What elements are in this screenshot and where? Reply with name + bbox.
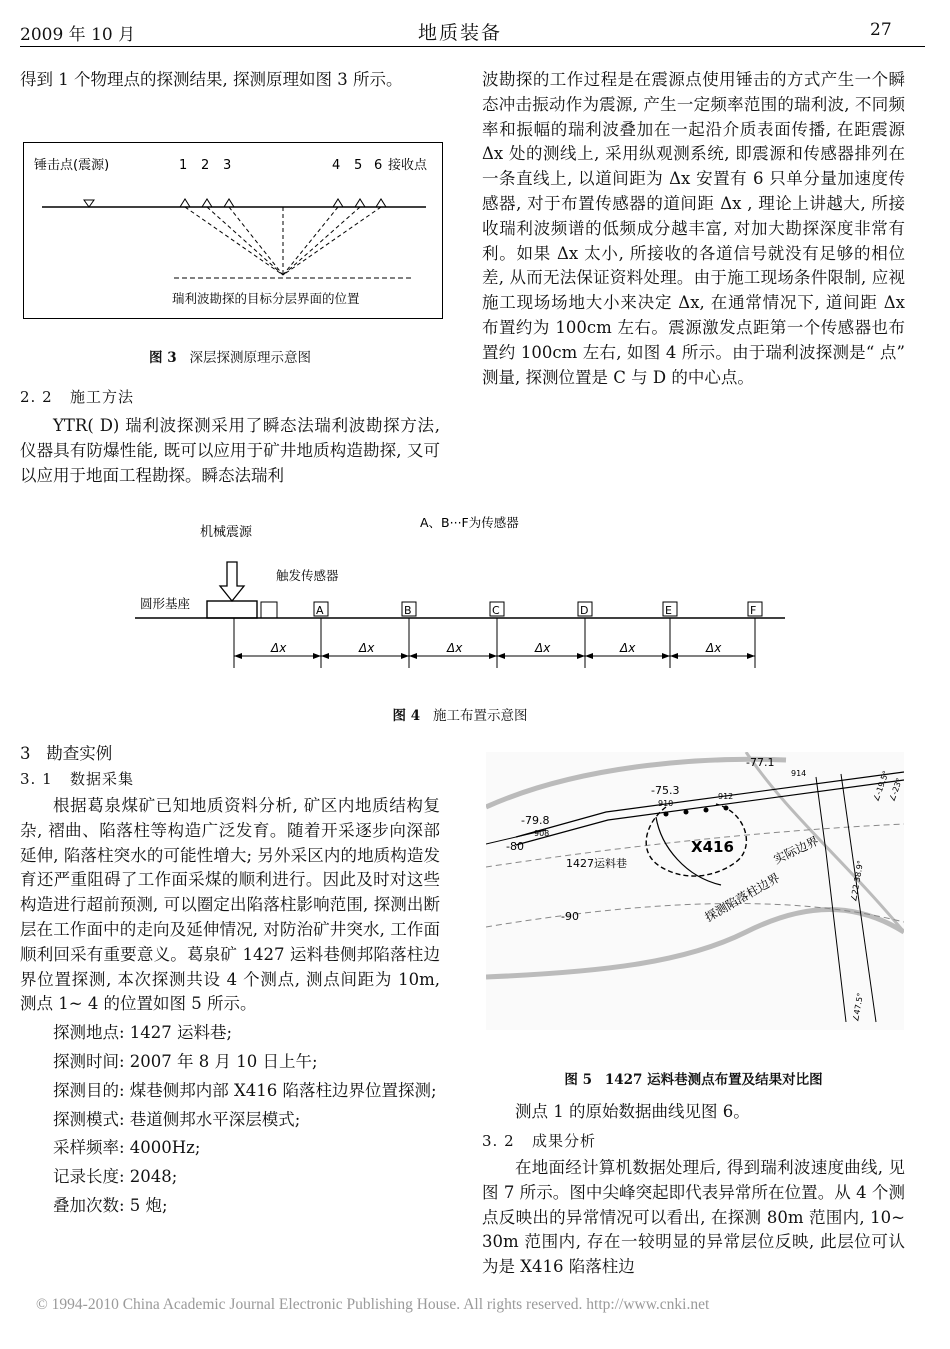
header-date: 2009 年 10 月 (20, 25, 136, 45)
fig4-force-arrow (220, 562, 244, 601)
paragraph-text: 测点 1 的原始数据曲线见图 6。 (515, 1102, 750, 1121)
fig3-num-6: 6 (374, 158, 383, 173)
fig5-side-line-1 (816, 777, 846, 1022)
section-2-2-paragraph (20, 414, 440, 488)
fig4-dimension-ticks (234, 618, 755, 668)
figure-5 (486, 752, 904, 1030)
section-3-2-heading (482, 1130, 596, 1151)
fig4-sensor-d: D (580, 604, 589, 617)
section-title: 勘查实例 (46, 744, 113, 763)
fig4-sensor-f: F (750, 604, 757, 617)
section-2-2-heading (20, 386, 134, 407)
paragraph-text: 得到 1 个物理点的探测结果, 探测原理如图 3 所示。 (20, 70, 403, 89)
fig5-detected-label: 探测陷落柱边界 (702, 870, 783, 925)
fig5-tunnel-line-2 (516, 780, 904, 845)
section-title: 成果分析 (531, 1132, 596, 1150)
fig4-base (207, 601, 257, 618)
fig4-dx-4: Δx (535, 641, 551, 655)
fig5-contour-label-5: -90 (561, 910, 579, 923)
fig4-sensor-c: C (492, 604, 500, 617)
fig5-point-label-4: 914 (791, 769, 807, 778)
fig4-dx-1: Δx (271, 641, 287, 655)
fig5-point-label-1: 910 (658, 799, 674, 808)
fig4-dx-3: Δx (447, 641, 463, 655)
fig5-contour-90 (486, 903, 904, 927)
fig4-dx-6: Δx (706, 641, 722, 655)
fig5-pillar-label: X416 (691, 838, 734, 856)
fig3-num-5: 5 (354, 158, 363, 173)
paragraph-text: 在地面经计算机数据处理后, 得到瑞利波速度曲线, 见图 7 所示。图中尖峰突起即代表异常所在位置。从 4 个测点反映出的异常情况可以看出, 在探测 80m 范围内, 10~ 30m 范围内, 存在一较明显的异常层位反映, 此层位可认为是 X416 陷落柱边 (482, 1158, 905, 1277)
figure-3-diagram (24, 143, 442, 318)
fig4-source-label: 机械震源 (200, 525, 253, 540)
fig5-point-label-2: 912 (718, 792, 734, 801)
list-item: 采样频率: 4000Hz; (53, 1138, 201, 1158)
fig3-num-3: 3 (223, 158, 232, 173)
fig5-point-label-3: 908 (534, 829, 550, 838)
fig3-num-1: 1 (179, 158, 188, 173)
fig3-source-marker (84, 200, 94, 207)
paragraph-text: YTR( D) 瑞利波探测采用了瞬态法瑞利波勘探方法, 仪器具有防爆性能, 既可以应用于矿井地质构造勘探, 又可以应用于地面工程勘探。瞬态法瑞利 (20, 416, 440, 485)
fig3-target-label: 瑞利波勘探的目标分层界面的位置 (172, 291, 360, 306)
fig4-trigger-label: 触发传感器 (276, 568, 339, 583)
fig3-num-4: 4 (332, 158, 341, 173)
fig3-num-2: 2 (201, 158, 210, 173)
section-3-1-heading (20, 768, 134, 789)
section-number: 3. 2 (482, 1132, 515, 1150)
list-item: 叠加次数: 5 炮; (53, 1195, 168, 1215)
caption-text: 1427 运料巷测点布置及结果对比图 (604, 1072, 823, 1088)
caption-number: 图 5 (564, 1072, 592, 1088)
caption-text: 深层探测原理示意图 (189, 350, 311, 366)
section-title: 数据采集 (69, 770, 134, 788)
fig4-dx-5: Δx (620, 641, 636, 655)
fig3-ray-paths (185, 207, 381, 275)
figure-5-caption (482, 1068, 905, 1088)
section-number: 3. 1 (20, 770, 53, 788)
fig4-dx-2: Δx (359, 641, 375, 655)
figure-4-diagram (130, 510, 790, 700)
section-3-heading (20, 740, 112, 764)
paragraph-text: 根据葛泉煤矿已知地质资料分析, 矿区内地质结构复杂, 褶曲、陷落柱等构造广泛发育。随着开采逐步向深部延伸, 陷落柱突水的可能性增大; 另外采区内的地质构造发育还严重阻碍了工作面采煤的顺利进行。因此及时对这些构造进行超前预测, 可以圈定出陷落柱影响范围, 探测出断层在工作面中的走向及延伸情况, 对防治矿井突水, 工作面顺利回采有重要意义。葛泉矿 1427 运料巷侧邦陷落柱边界位置探测, 本次探测共设 4 个测点, 测点间距为 10m, 测点 1~ 4 的位置如图 5 所示。 (20, 796, 440, 1014)
fig4-sensor-a: A (316, 604, 324, 617)
fig5-contour-label-1: -77.1 (746, 756, 775, 769)
caption-text: 施工布置示意图 (432, 708, 528, 724)
paragraph-text: 波勘探的工作过程是在震源点使用锤击的方式产生一个瞬态冲击振动作为震源, 产生一定频率范围的瑞利波, 不同频率和振幅的瑞利波叠加在一起沿介质表面传播, 在距震源 Δx 处的测线上, 采用纵观测系统, 即震源和传感器排列在一条直线上, 以道间距为 Δx 安置有 6 只单分量加速度传感器, 对于布置传感器的道间距 Δx , 理论上讲越大, 所接收瑞利波频谱的低频成分越丰富, 对加大勘探深度非常有利。如果 Δx 太小, 所接收的各道信号就没有足够的相位差, 从而无法保证资料处理。由于施工现场条件限制, 应视施工现场场地大小来决定 Δx, 在通常情况下, 道间距 Δx 布置约为 100cm 左右。震源激发点距第一个传感器也布置约 100cm 左右, 如图 4 所示。由于瑞利波探测是“ 点” 测量, 探测位置是 C 与 D 的中心点。 (482, 70, 905, 387)
caption-number: 图 4 (392, 708, 421, 724)
header-rule (20, 46, 925, 47)
list-item: 探测地点: 1427 运料巷; (53, 1023, 233, 1043)
section-number: 3 (20, 744, 31, 763)
figure-3-caption (20, 346, 440, 366)
fig3-sensor-markers (180, 199, 386, 207)
section-title: 施工方法 (69, 388, 134, 406)
fig4-trigger-sensor (261, 602, 277, 618)
fig4-base-label: 圆形基座 (140, 596, 191, 611)
fig5-gray-road-top (486, 759, 786, 807)
fig4-sensor-b: B (404, 604, 412, 617)
section-number: 2. 2 (20, 388, 53, 406)
fig5-side-label-4: ∠47.5° (851, 992, 866, 1023)
right-bottom-para-1 (482, 1100, 905, 1125)
list-item: 探测模式: 巷道侧邦水平深层模式; (53, 1109, 301, 1129)
page-number: 27 (870, 20, 892, 40)
section-3-1-body (20, 794, 440, 1219)
fig5-side-label-3: ∠22 38.9° (849, 859, 866, 903)
figure-3 (23, 142, 443, 319)
list-item: 探测时间: 2007 年 8 月 10 日上午; (53, 1051, 318, 1071)
list-item: 探测目的: 煤巷侧邦内部 X416 陷落柱边界位置探测; (53, 1080, 437, 1100)
fig4-sensor-e: E (665, 604, 672, 617)
figure-4-caption (240, 704, 680, 724)
caption-number: 图 3 (149, 350, 177, 366)
fig5-tunnel-label: 1427运料巷 (566, 857, 627, 870)
left-top-paragraph (20, 68, 440, 93)
fig3-receiver-label: 接收点 (388, 158, 428, 173)
fig5-side-label-2: ∠-23° (887, 776, 904, 803)
fig5-gray-road-bottom (486, 910, 904, 978)
right-top-paragraph (482, 68, 905, 390)
fig5-side-label-1: ∠-19.5° (871, 769, 891, 803)
fig5-contour-label-2: -75.3 (651, 784, 680, 797)
fig3-source-label: 锤击点(震源) (34, 158, 110, 173)
fig4-note: A、B···F为传感器 (420, 515, 519, 530)
copyright-footer: © 1994-2010 China Academic Journal Electronic Publishing House. All rights reserved. http://www.cnki.net (36, 1296, 710, 1313)
figure-4 (130, 510, 790, 700)
section-3-2-body (482, 1156, 905, 1280)
fig5-actual-label: 实际边界 (771, 833, 821, 867)
figure-5-map (486, 752, 904, 1030)
fig5-contour-label-4: -80 (506, 840, 524, 853)
journal-title: 地质装备 (418, 22, 503, 44)
list-item: 记录长度: 2048; (53, 1167, 178, 1187)
fig5-contour-label-3: -79.8 (521, 814, 550, 827)
